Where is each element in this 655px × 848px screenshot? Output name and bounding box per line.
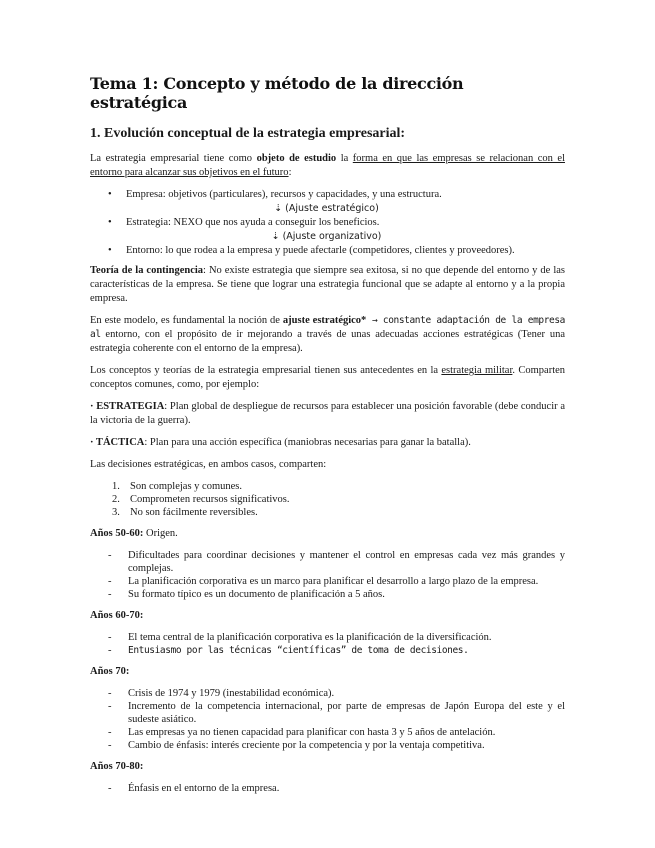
period-label: Años 50-60: [90,528,144,539]
list-item [108,575,565,588]
arrow-note: ⇣ (Ajuste estratégico) [274,203,379,214]
contingencia-paragraph [90,264,565,306]
dash-mark: - [108,783,112,794]
list-item [112,480,565,493]
list-item [108,739,565,752]
intro-text: : [288,167,292,178]
conceptos-paragraph [90,364,565,392]
list-item-text: Comprometen recursos significativos. [130,494,290,505]
bullet-mark: • [108,245,112,256]
list-item [108,687,565,700]
list-item-text: Entorno: lo que rodea a la empresa y puede afectarle (competidores, clientes y proveedores). [126,245,515,256]
list-item-text: La planificación corporativa es un marco para planificar el desarrollo a largo plazo de la empresa. [128,576,539,587]
list-item-text: Énfasis en el entorno de la empresa. [128,783,280,794]
list-number: 3. [112,507,120,518]
list-item-text: El tema central de la planificación corporativa es la planificación de la diversificación. [128,632,492,643]
list-item [108,188,565,202]
period-heading: Años 70-80: [90,761,144,772]
bullet-mark: • [108,189,112,200]
list-item [108,782,565,795]
numbered-list [90,480,565,519]
period-heading [90,527,565,541]
list-number: 2. [112,494,120,505]
dash-mark: - [108,589,112,600]
dash-mark: - [108,727,112,738]
list-item-text: Su formato típico es un documento de planificación a 5 años. [128,589,385,600]
dash-mark: - [108,550,112,561]
paragraph-text: entorno, con el propósito de ir mejorando a través de unas adecuadas acciones estratégicas (Tener una estrategia coherente con el entorno de la empresa). [90,329,565,354]
list-item-text: Empresa: objetivos (particulares), recursos y capacidades, y una estructura. [126,189,442,200]
estrategia-paragraph [90,400,565,428]
underlined-text: estrategia militar [441,365,513,376]
term-bold: · ESTRATEGIA [90,401,165,412]
arrow-note: ⇣ (Ajuste organizativo) [271,231,382,242]
list-item [108,726,565,739]
period-heading: Años 70: [90,666,130,677]
paragraph-text: : Plan para una acción específica (maniobras necesarias para ganar la batalla). [144,437,471,448]
page-title: Tema 1: Concepto y método de la dirección estratégica [90,74,464,112]
decisiones-paragraph: Las decisiones estratégicas, en ambos casos, comparten: [90,459,327,470]
intro-underlined: forma en que las empresas se relacionan con el entorno para alcanzar sus objetivos en el futuro [90,153,565,178]
period-list [90,631,565,657]
period-list [90,782,565,795]
list-item-text: Cambio de énfasis: interés creciente por la competencia y por la ventaja competitiva. [128,740,485,751]
dash-mark: - [108,701,112,712]
list-item-text: Crisis de 1974 y 1979 (inestabilidad económica). [128,688,335,699]
intro-paragraph [90,152,565,180]
bullet-mark: • [108,217,112,228]
model-bullet-list [90,188,565,258]
term-bold: ajuste estratégico* [282,315,367,326]
term-bold: Teoría de la contingencia [90,265,204,276]
intro-text: La estrategia empresarial tiene como [90,153,257,164]
period-list [90,687,565,752]
list-item-text: No son fácilmente reversibles. [130,507,258,518]
term-bold: · TÁCTICA [90,437,145,448]
list-item-text: Incremento de la competencia internacional, por parte de empresas de Japón Europa del este y el sudeste asiático. [128,701,565,725]
list-item [112,506,565,519]
section-heading: 1. Evolución conceptual de la estrategia empresarial: [90,126,406,141]
list-item-text: Las empresas ya no tienen capacidad para planificar con hasta 3 y 5 años de antelación. [128,727,496,738]
paragraph-text: . Comparten conceptos comunes, como, por ejemplo: [90,365,566,390]
paragraph-text: En este modelo, es fundamental la noción de [90,315,283,326]
mono-text: → constante adaptación de la empresa al [90,315,566,340]
list-item [108,588,565,601]
list-item [112,493,565,506]
list-item [108,244,565,258]
period-note: Origen. [143,528,178,539]
dash-mark: - [108,645,112,656]
list-item-text: Son complejas y comunes. [130,481,242,492]
list-item [108,216,565,230]
dash-mark: - [108,688,112,699]
list-item [108,644,565,657]
period-heading: Años 60-70: [90,610,144,621]
dash-mark: - [108,576,112,587]
list-item [108,700,565,726]
list-number: 1. [112,481,120,492]
dash-mark: - [108,740,112,751]
modelo-paragraph [90,314,565,356]
list-item-text: Entusiasmo por las técnicas “científicas” de toma de decisiones. [128,645,469,656]
tactica-paragraph [90,436,565,450]
intro-bold: objeto de estudio [256,153,337,164]
list-item [108,549,565,575]
paragraph-text: : Plan global de despliegue de recursos para establecer una posición favorable (debe conducir a la victoria de la guerra). [90,401,566,426]
paragraph-text: Los conceptos y teorías de la estrategia empresarial tienen sus antecedentes en la [90,365,442,376]
intro-text: la [336,153,353,164]
paragraph-text: : No existe estrategia que siempre sea exitosa, si no que depende del entorno y de las características de la empresa. Se tiene que lograr una estrategia funcional que se adapte al entorno y a la propia empresa. [90,265,566,304]
period-list [90,549,565,601]
list-item-text: Dificultades para coordinar decisiones y mantener el control en empresas cada vez más grandes y complejas. [128,550,565,574]
list-item [108,631,565,644]
list-item-text: Estrategia: NEXO que nos ayuda a conseguir los beneficios. [126,217,380,228]
dash-mark: - [108,632,112,643]
